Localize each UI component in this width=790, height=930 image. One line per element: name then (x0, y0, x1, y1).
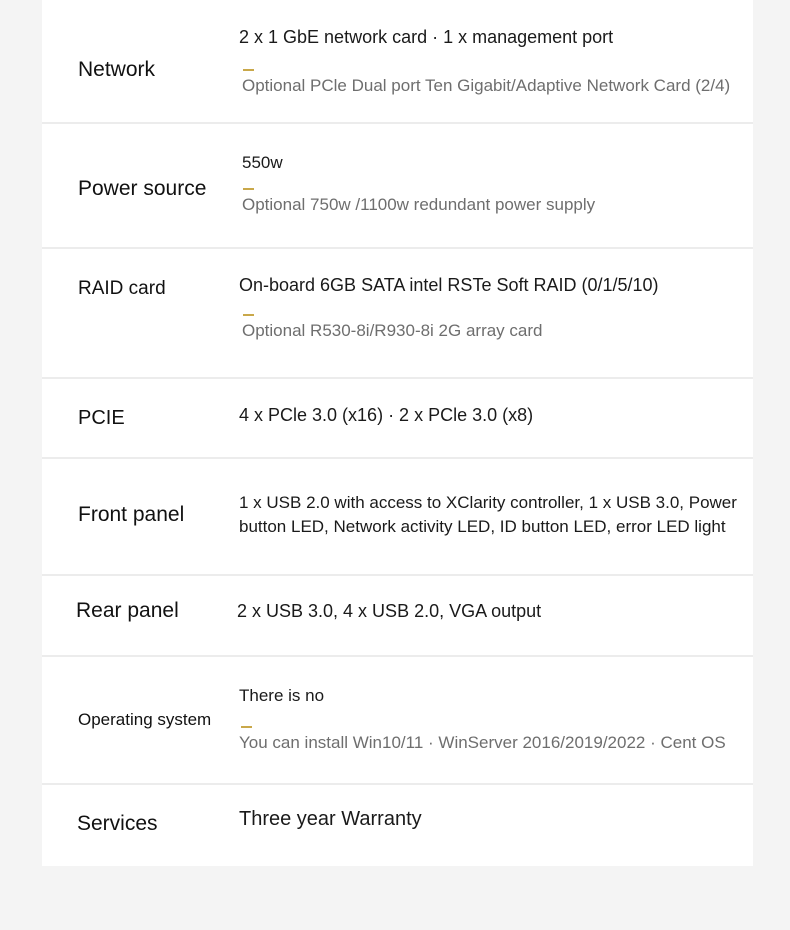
spec-label: Rear panel (76, 599, 179, 622)
spec-label: PCIE (78, 407, 125, 429)
dash-icon (243, 188, 254, 190)
dash-icon (243, 69, 254, 71)
spec-option: You can install Win10/11 · WinServer 2016/2019/2022 · Cent OS (239, 733, 726, 752)
spec-row-services (42, 785, 753, 866)
dash-icon (243, 314, 254, 316)
spec-label: Network (78, 58, 156, 81)
spec-value: 2 x USB 3.0, 4 x USB 2.0, VGA output (237, 601, 542, 621)
spec-value: Three year Warranty (239, 808, 422, 830)
spec-value: On-board 6GB SATA intel RSTe Soft RAID (0/1/5/10) (239, 275, 659, 295)
spec-value: 550w (242, 153, 283, 172)
spec-row-rear-panel (42, 576, 753, 657)
spec-label: Services (77, 812, 158, 835)
spec-row-operating-system (42, 657, 753, 785)
spec-label: RAID card (78, 278, 166, 299)
spec-row-front-panel (42, 459, 753, 576)
spec-value: 1 x USB 2.0 with access to XClarity controller, 1 x USB 3.0, Power button LED, Network activity LED, ID button LED, error LED light (239, 493, 737, 536)
spec-label: Front panel (78, 503, 185, 526)
spec-row-power (42, 124, 753, 249)
spec-row-pcie (42, 379, 753, 459)
spec-row-network (42, 0, 753, 124)
spec-value: 2 x 1 GbE network card · 1 x management port (239, 27, 614, 47)
spec-label: Power source (78, 177, 207, 200)
spec-option: Optional PCle Dual port Ten Gigabit/Adaptive Network Card (2/4) (242, 76, 731, 95)
spec-table (42, 0, 753, 866)
spec-row-raid (42, 249, 753, 379)
spec-option: Optional 750w /1100w redundant power supply (242, 195, 596, 214)
spec-label: Operating system (78, 710, 212, 729)
dash-icon (241, 726, 252, 728)
spec-value: There is no (239, 686, 325, 705)
spec-value: 4 x PCle 3.0 (x16) · 2 x PCle 3.0 (x8) (239, 405, 534, 425)
spec-option: Optional R530-8i/R930-8i 2G array card (242, 321, 543, 340)
